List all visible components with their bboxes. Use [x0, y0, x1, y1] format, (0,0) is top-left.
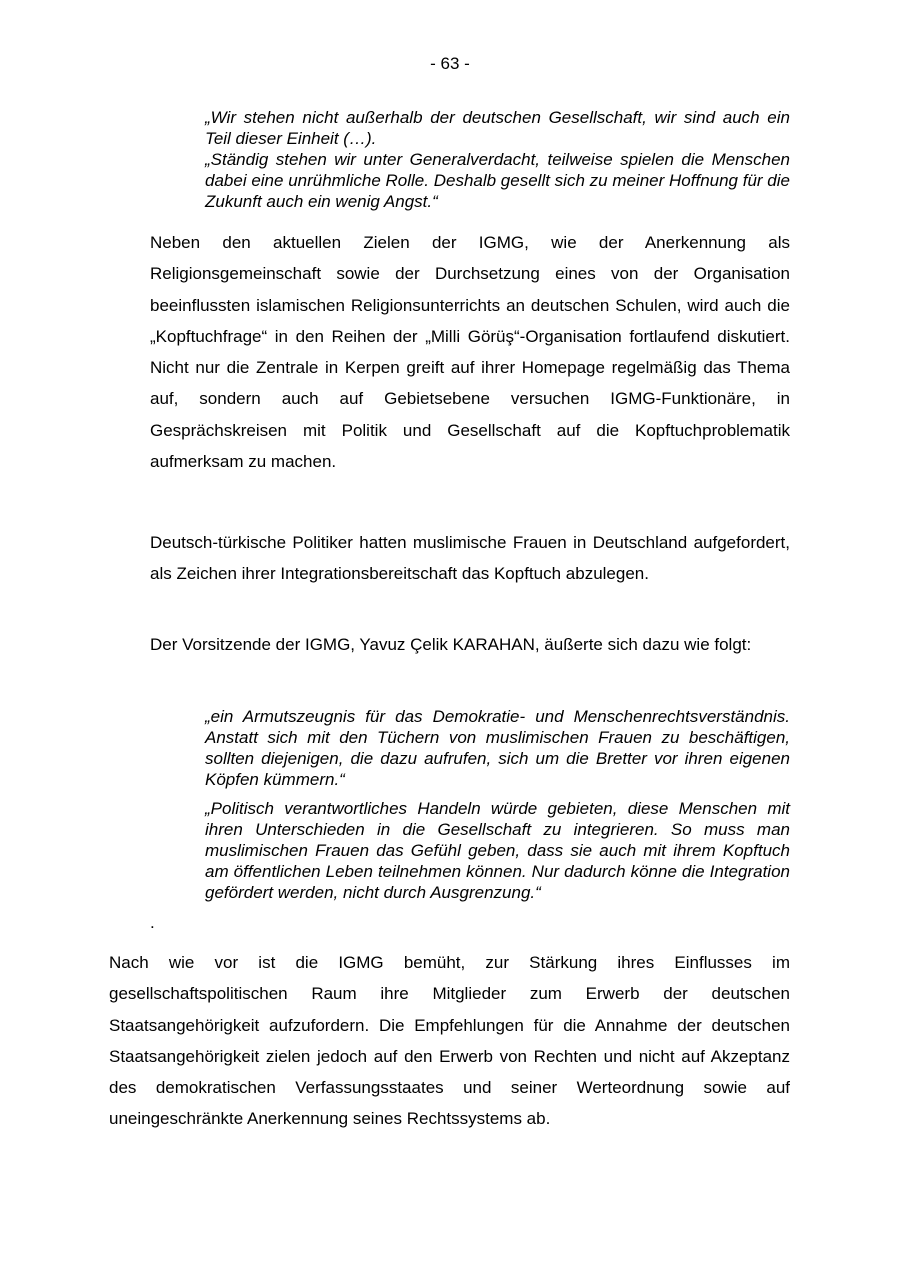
paragraph-citizenship: [109, 947, 790, 1135]
quote-2-part-2: „Politisch verantwortliches Handeln würde gebieten, diese Menschen mit ihren Unterschieden in die Gesellschaft zu integrieren. So muss man muslimischen Frauen das Gefühl geben, dass sie auch mit ihrem Kopftuch am öffentlichen Leben teilnehmen können. Nur dadurch könne die Integration gefördert werden, nicht durch Ausgrenzung.“: [205, 799, 790, 902]
paragraph-text: Der Vorsitzende der IGMG, Yavuz Çelik KARAHAN, äußerte sich dazu wie folgt:: [150, 635, 752, 654]
paragraph-text: Deutsch-türkische Politiker hatten muslimische Frauen in Deutschland aufgefordert, als Zeichen ihrer Integrationsbereitschaft das Kopftuch abzulegen.: [150, 533, 790, 584]
paragraph-politicians: [150, 527, 790, 590]
paragraph-text: Neben den aktuellen Zielen der IGMG, wie der Anerkennung als Religionsgemeinschaft sowie der Durchsetzung eines von der Organisation beeinflussten islamischen Religionsunterrichts an deutschen Schulen, wird auch die „Kopftuchfrage“ in den Reihen der „Milli Görüş“-Organisation fortlaufend diskutiert. Nicht nur die Zentrale in Kerpen greift auf ihrer Homepage regelmäßig das Thema auf, sondern auch auf Gebietsebene versuchen IGMG-Funktionäre, in Gesprächskreisen mit Politik und Gesellschaft auf die Kopftuchproblematik aufmerksam zu machen.: [150, 233, 790, 472]
paragraph-chairman: [150, 629, 790, 660]
stray-period: .: [150, 913, 155, 932]
quote-block-2: [205, 706, 790, 903]
paragraph-igmg-goals: [150, 227, 790, 477]
quote-1-part-2: „Ständig stehen wir unter Generalverdacht, teilweise spielen die Menschen dabei eine unrühmliche Rolle. Deshalb gesellt sich zu meiner Hoffnung für die Zukunft auch ein wenig Angst.“: [205, 150, 790, 211]
quote-1-part-1: „Wir stehen nicht außerhalb der deutschen Gesellschaft, wir sind auch ein Teil dieser Einheit (…).: [205, 108, 790, 148]
paragraph-text: Nach wie vor ist die IGMG bemüht, zur Stärkung ihres Einflusses im gesellschaftspolitischen Raum ihre Mitglieder zum Erwerb der deutschen Staatsangehörigkeit aufzufordern. Die Empfehlungen für die Annahme der deutschen Staatsangehörigkeit zielen jedoch auf den Erwerb von Rechten und nicht auf Akzeptanz des demokratischen Verfassungsstaates und seiner Werteordnung sowie auf uneingeschränkte Anerkennung seines Rechtssystems ab.: [109, 953, 790, 1129]
quote-block-1: [205, 107, 790, 212]
quote-2-part-1: „ein Armutszeugnis für das Demokratie- und Menschenrechtsverständnis. Anstatt sich mit den Tüchern von muslimischen Frauen zu beschäftigen, sollten diejenigen, die dazu aufrufen, sich um die Bretter vor ihren eigenen Köpfen kümmern.“: [205, 707, 790, 789]
page-number: - 63 -: [430, 54, 470, 73]
